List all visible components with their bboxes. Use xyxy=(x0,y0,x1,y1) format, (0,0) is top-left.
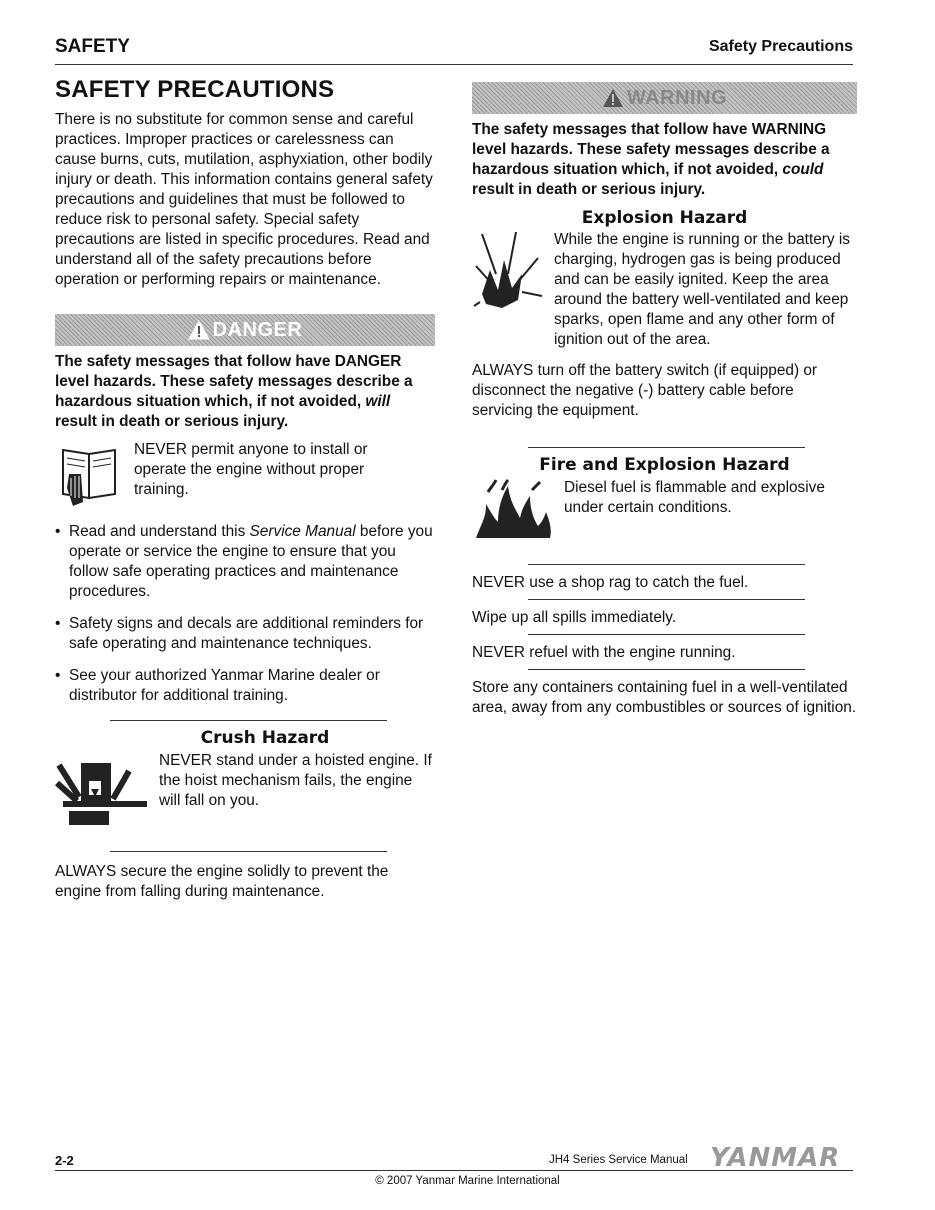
manual-name: JH4 Series Service Manual xyxy=(549,1154,688,1166)
manual-instruction xyxy=(55,440,435,510)
svg-text:YANMAR: YANMAR xyxy=(710,1143,841,1170)
fire-item-3: NEVER refuel with the engine running. xyxy=(472,644,736,661)
topic-title: Safety Precautions xyxy=(708,38,853,55)
explosion-hazard xyxy=(472,230,857,350)
warning-statement: The safety messages that follow have WARNING level hazards. These safety messages describe a hazardous situation which, if not avoided, could result in death or serious injury. xyxy=(472,121,830,198)
fire-icon xyxy=(472,478,554,542)
list-item: • See your authorized Yanmar Marine dealer or distributor for additional training. xyxy=(55,666,435,706)
divider xyxy=(528,564,805,565)
copyright: © 2007 Yanmar Marine International xyxy=(375,1175,560,1187)
header-divider xyxy=(55,64,853,65)
danger-banner xyxy=(55,314,435,346)
crush-hazard xyxy=(55,751,435,835)
fire-item-4: Store any containers containing fuel in a well-ventilated area, away from any combustibles or sources of ignition. xyxy=(472,679,857,716)
warning-triangle-icon xyxy=(188,320,210,340)
danger-statement: The safety messages that follow have DANGER level hazards. These safety messages describe a hazardous situation which, if not avoided, will result in death or serious injury. xyxy=(55,353,413,430)
explosion-hazard-title: Explosion Hazard xyxy=(581,208,748,228)
crush-hazard-icon xyxy=(55,755,155,835)
intro-paragraph: There is no substitute for common sense and careful practices. Improper practices or carelessness can cause burns, cuts, mutilation, asphyxiation, other bodily injury or death. This information contains general safety precautions and guidelines that must be followed to reduce risk to personal safety. Special safety precautions are listed in specific procedures. Read and understand all of the safety precautions before operation or performing repairs or maintenance. xyxy=(55,111,433,288)
divider xyxy=(528,669,805,670)
page-number: 2-2 xyxy=(55,1153,74,1168)
warning-label: WARNING xyxy=(626,87,728,109)
fire-hazard xyxy=(472,478,857,542)
danger-bullet-list xyxy=(55,522,435,706)
crush-hazard-title: Crush Hazard xyxy=(200,728,330,748)
danger-label: DANGER xyxy=(212,319,303,341)
crush-divider-top xyxy=(110,720,387,721)
left-column xyxy=(55,76,435,902)
crush-divider-bottom xyxy=(110,851,387,852)
fire-hazard-title: Fire and Explosion Hazard xyxy=(539,455,790,475)
footer-divider xyxy=(55,1170,853,1171)
fire-hazard-text: Diesel fuel is flammable and explosive under certain conditions. xyxy=(564,479,825,516)
divider xyxy=(528,634,805,635)
explosion-after-text: ALWAYS turn off the battery switch (if equipped) or disconnect the negative (-) battery cable before servicing the equipment. xyxy=(472,362,818,419)
divider xyxy=(528,599,805,600)
explosion-hazard-text: While the engine is running or the battery is charging, hydrogen gas is being produced and can be easily ignited. Keep the area around the battery well-ventilated and keep sparks, open flame and any other form of ignition out of the area. xyxy=(554,231,851,348)
right-column xyxy=(472,82,857,718)
yanmar-logo xyxy=(710,1142,852,1170)
explosion-icon xyxy=(472,230,550,310)
manual-instruction-text: NEVER permit anyone to install or operate the engine without proper training. xyxy=(134,441,368,498)
page-title: SAFETY PRECAUTIONS xyxy=(55,76,335,103)
list-item: • Safety signs and decals are additional reminders for safe operating and maintenance techniques. xyxy=(55,614,435,654)
fire-divider-top xyxy=(528,447,805,448)
fire-item-2: Wipe up all spills immediately. xyxy=(472,609,677,626)
read-manual-icon xyxy=(55,440,125,510)
warning-triangle-icon xyxy=(602,88,624,108)
section-title: SAFETY xyxy=(55,36,130,57)
crush-hazard-text: NEVER stand under a hoisted engine. If the hoist mechanism fails, the engine will fall on you. xyxy=(159,752,432,809)
warning-banner xyxy=(472,82,857,114)
fire-item-1: NEVER use a shop rag to catch the fuel. xyxy=(472,574,749,591)
list-item: • Read and understand this Service Manual before you operate or service the engine to ensure that you follow safe operating practices and maintenance procedures. xyxy=(55,522,435,602)
crush-after-text: ALWAYS secure the engine solidly to prevent the engine from falling during maintenance. xyxy=(55,863,389,900)
